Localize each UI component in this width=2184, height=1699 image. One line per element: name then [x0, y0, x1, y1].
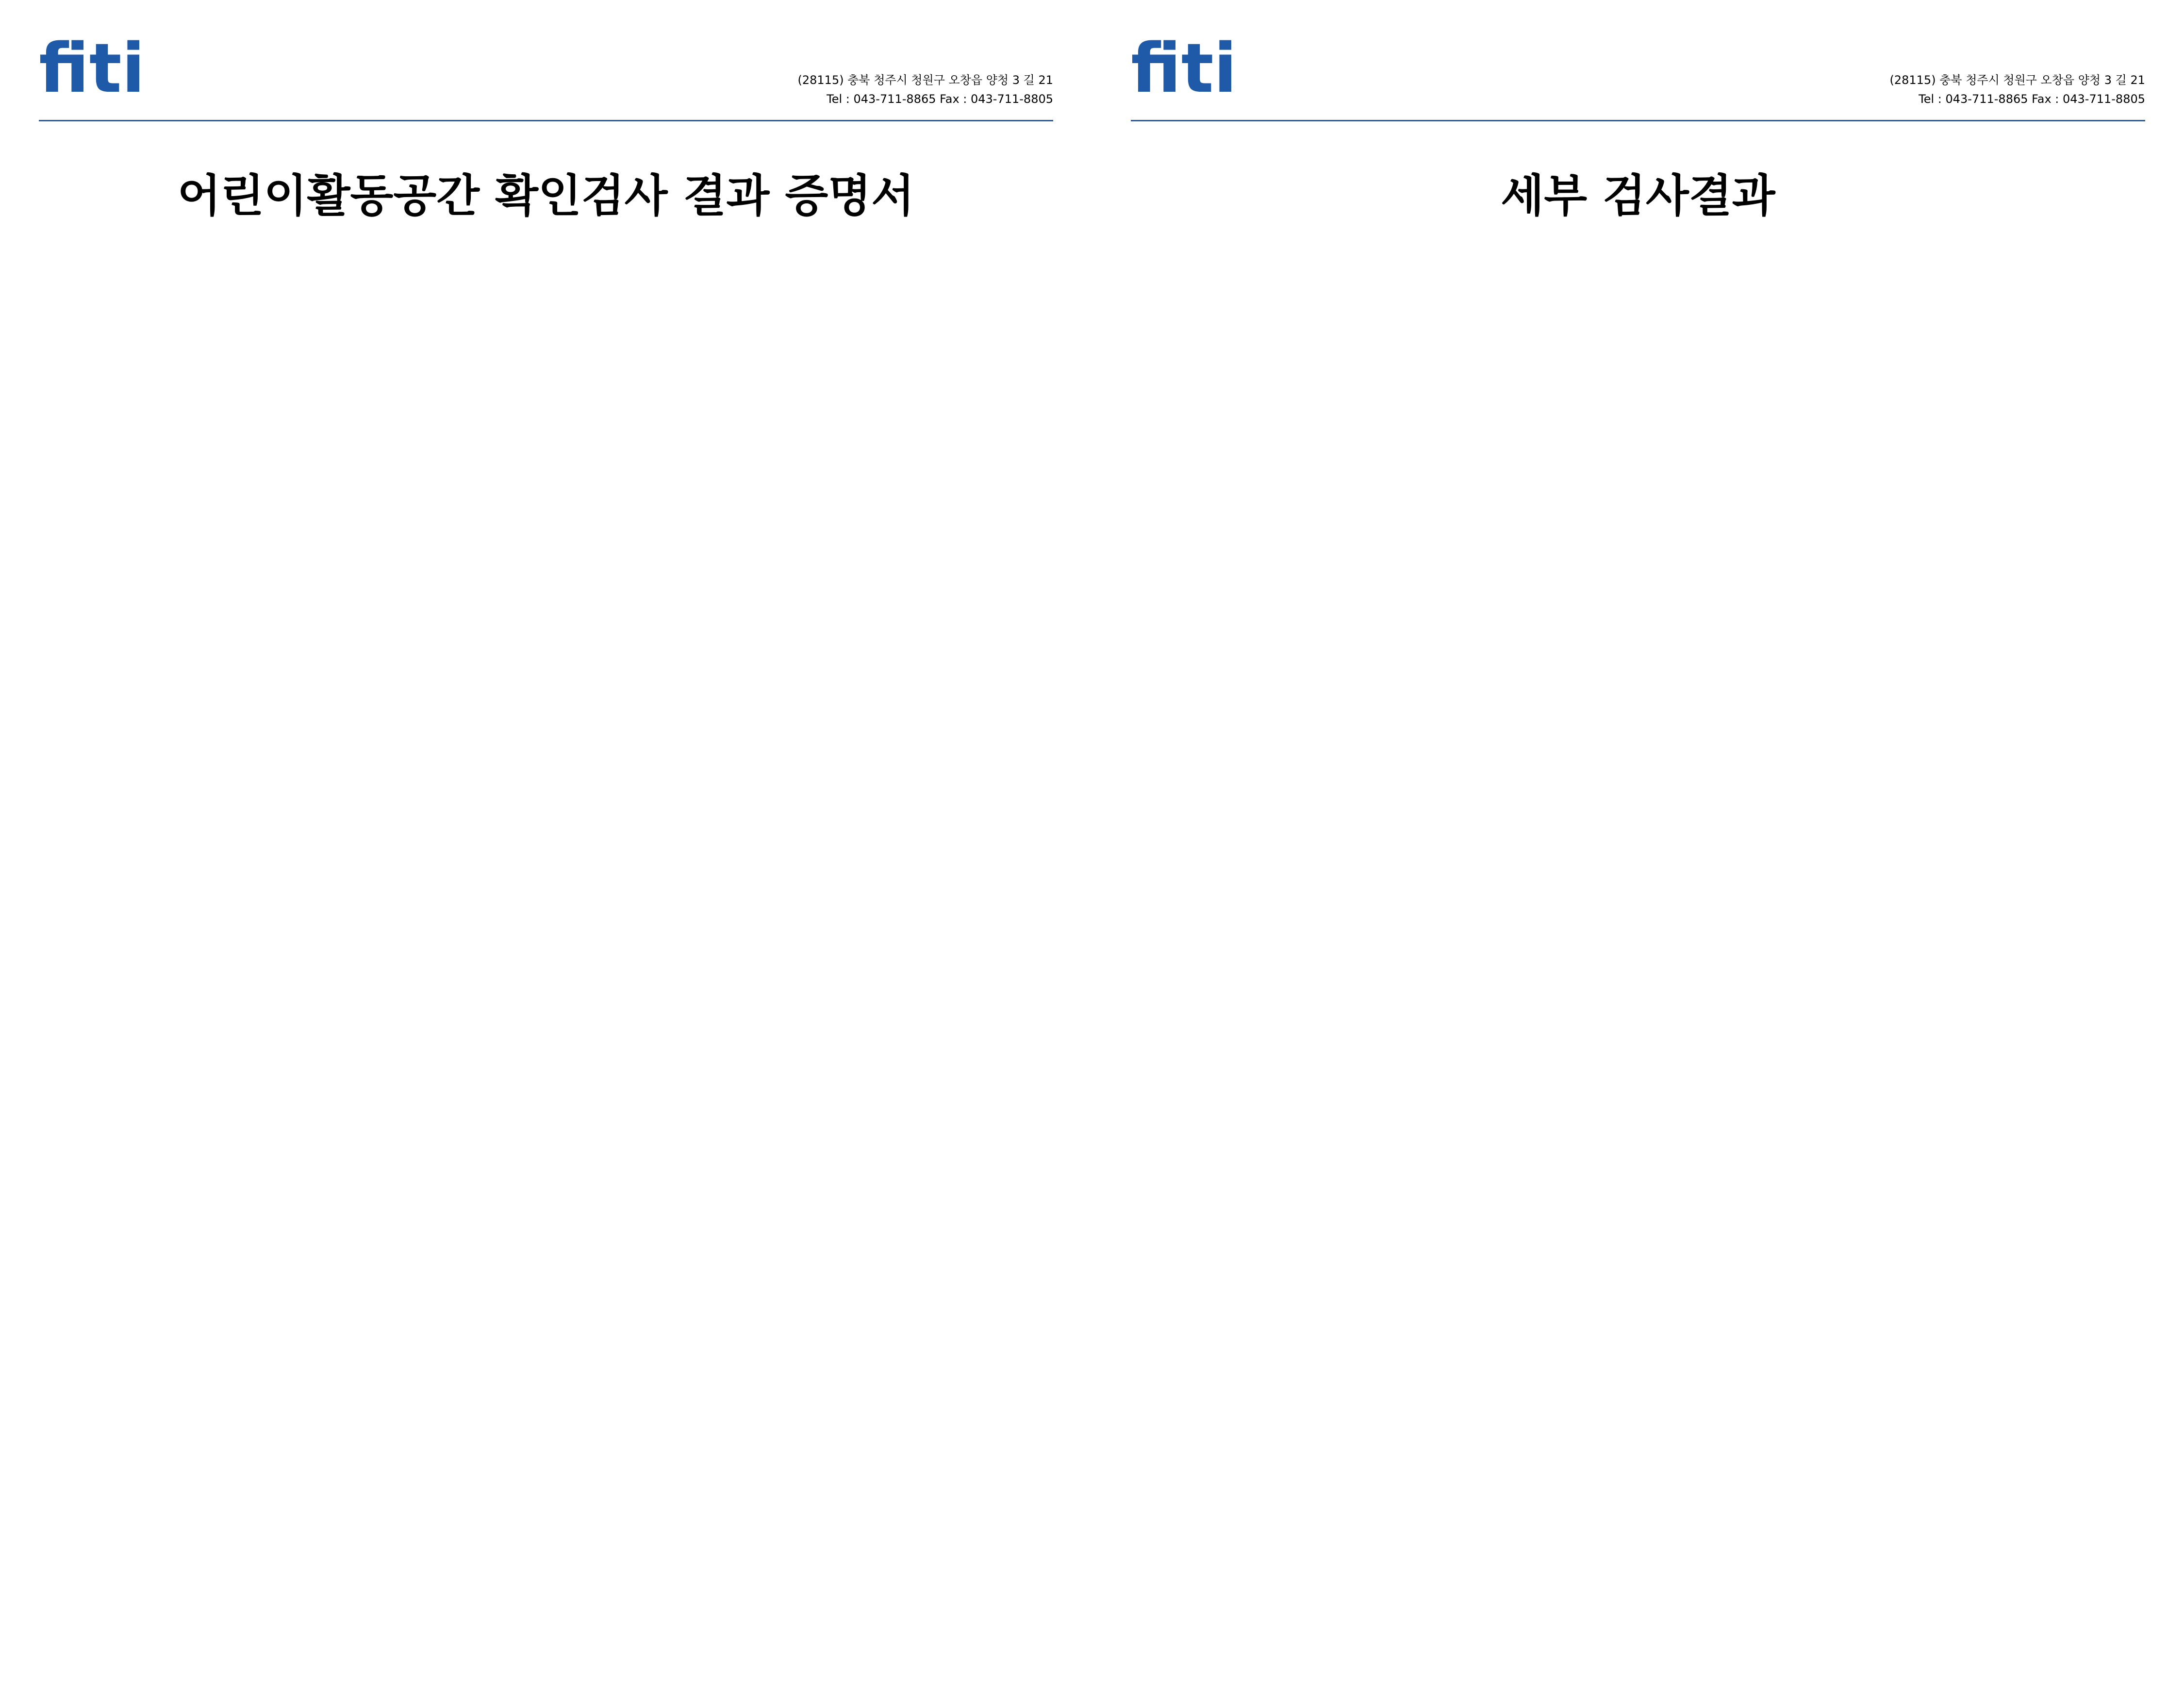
- page-header: [1131, 29, 2145, 121]
- contact-line: Tel : 043-711-8865 Fax : 043-711-8805: [827, 92, 1053, 106]
- page-header: [39, 29, 1053, 121]
- detail-page: [1092, 0, 2184, 1699]
- page-title: 어린이활동공간 확인검사 결과 증명서: [177, 170, 915, 222]
- page-title: 세부 검사결과: [1501, 170, 1775, 222]
- contact-line: Tel : 043-711-8865 Fax : 043-711-8805: [1919, 92, 2145, 106]
- header-address: [1890, 71, 2146, 108]
- address-line: (28115) 충북 청주시 청원구 오창읍 양청 3 길 21: [797, 73, 1053, 87]
- address-line: (28115) 충북 청주시 청원구 오창읍 양청 3 길 21: [1889, 73, 2145, 87]
- fiti-logo: fiti: [39, 29, 145, 108]
- header-address: [798, 71, 1054, 108]
- fiti-logo: fiti: [1131, 29, 1237, 108]
